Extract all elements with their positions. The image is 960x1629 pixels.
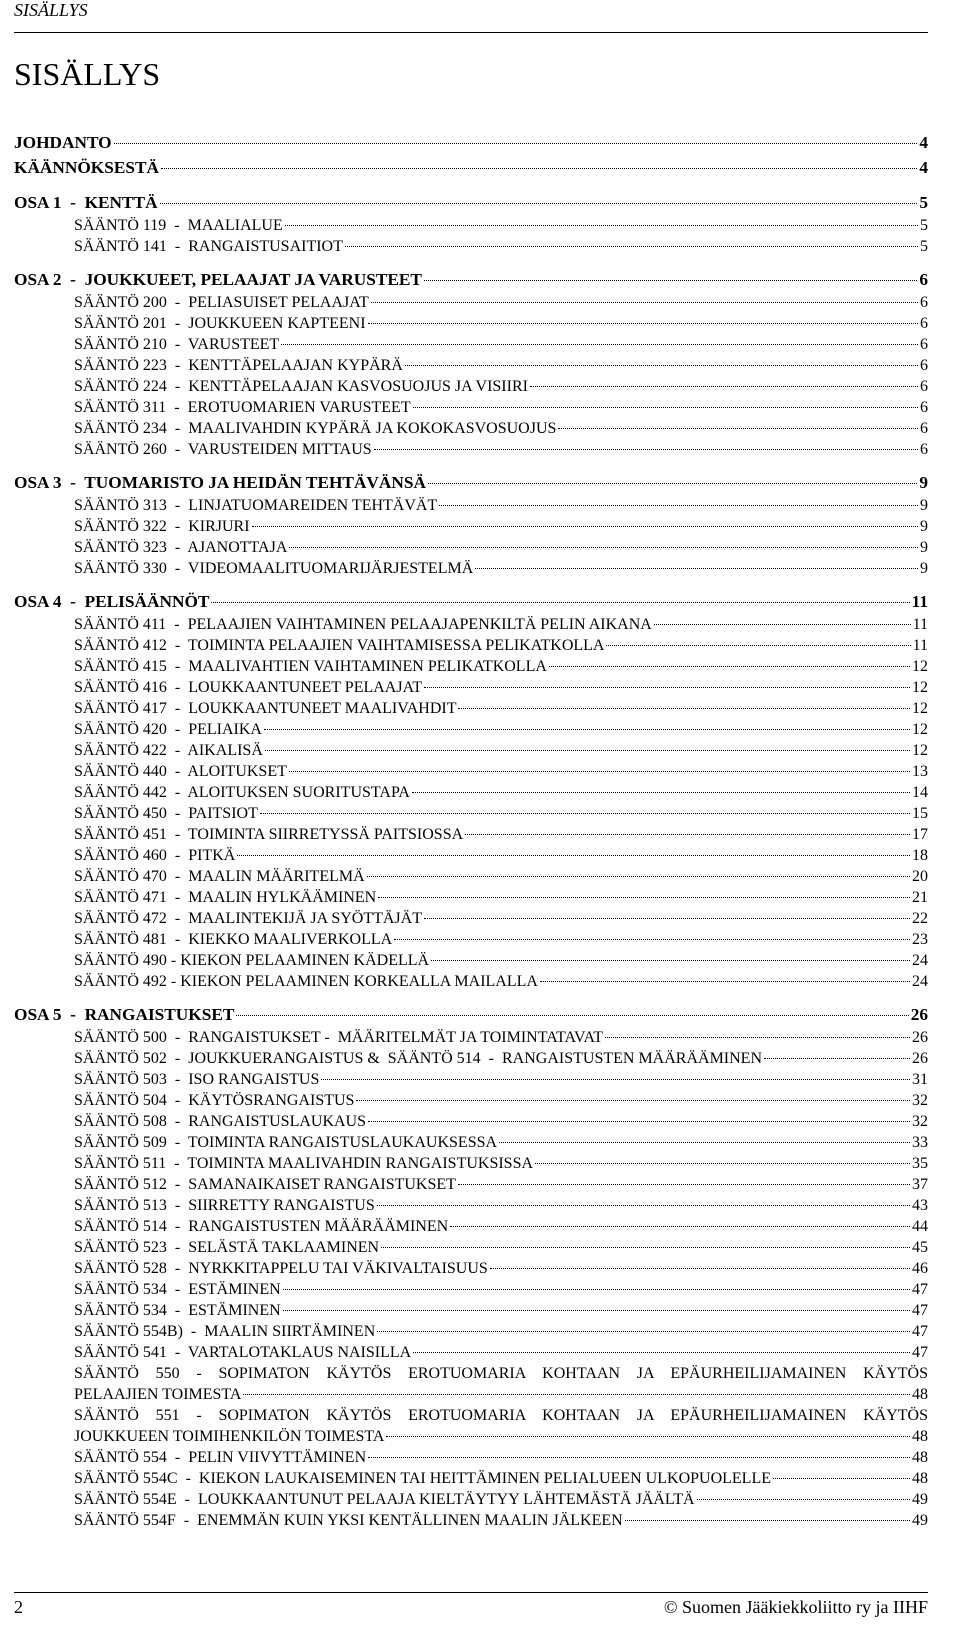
toc-entry-title: OSA 1 - KENTTÄ: [14, 193, 158, 212]
dot-leader: [281, 344, 918, 345]
toc-entry[interactable]: [14, 887, 928, 908]
toc-entry-title: SÄÄNTÖ 323 - AJANOTTAJA: [74, 539, 288, 556]
dot-leader: [773, 1478, 910, 1479]
toc-entry[interactable]: [14, 656, 928, 677]
dot-leader: [283, 1310, 910, 1311]
toc-entry-title-continued: JOUKKUEEN TOIMIHENKILÖN TOIMESTA: [74, 1428, 385, 1445]
toc-entry[interactable]: [14, 1300, 928, 1321]
dot-leader: [243, 1394, 910, 1395]
toc-page-number: 33: [912, 1134, 928, 1151]
toc-entry[interactable]: [14, 950, 928, 971]
dot-leader: [236, 1015, 908, 1016]
dot-leader: [356, 1100, 910, 1101]
toc-entry[interactable]: [14, 1447, 928, 1468]
dot-leader: [530, 386, 918, 387]
dot-leader: [424, 687, 910, 688]
toc-entry[interactable]: [14, 761, 928, 782]
toc-entry[interactable]: [14, 1027, 928, 1048]
toc-section-entry[interactable]: [14, 190, 928, 215]
toc-entry-title: SÄÄNTÖ 500 - RANGAISTUKSET - MÄÄRITELMÄT JA TOIMINTATAVAT: [74, 1029, 604, 1046]
toc-entry[interactable]: [14, 929, 928, 950]
toc-entry-title: OSA 4 - PELISÄÄNNÖT: [14, 592, 210, 611]
toc-page-number: 6: [920, 399, 928, 416]
toc-page-number: 47: [912, 1281, 928, 1298]
toc-entry-title: SÄÄNTÖ 322 - KIRJURI: [74, 518, 250, 535]
toc-entry-title: SÄÄNTÖ 541 - VARTALOTAKLAUS NAISILLA: [74, 1344, 412, 1361]
toc-page-number: 12: [912, 742, 928, 759]
toc-entry[interactable]: [14, 1111, 928, 1132]
toc-page-number: 26: [910, 1005, 928, 1024]
dot-leader: [475, 568, 918, 569]
toc-entry-title: SÄÄNTÖ 472 - MAALINTEKIJÄ JA SYÖTTÄJÄT: [74, 910, 422, 927]
dot-leader: [285, 225, 918, 226]
toc-entry-title: JOHDANTO: [14, 133, 112, 152]
toc-entry[interactable]: [14, 803, 928, 824]
toc-entry-title: SÄÄNTÖ 511 - TOIMINTA MAALIVAHDIN RANGAISTUKSISSA: [74, 1155, 534, 1172]
toc-entry[interactable]: [14, 1069, 928, 1090]
dot-leader: [394, 939, 910, 940]
toc-entry-title: SÄÄNTÖ 460 - PITKÄ: [74, 847, 236, 864]
toc-entry[interactable]: [14, 1279, 928, 1300]
dot-leader: [289, 771, 910, 772]
page-footer: [14, 1592, 928, 1629]
dot-leader: [490, 1268, 910, 1269]
toc-entry[interactable]: [14, 1510, 928, 1531]
toc-page-number: 18: [912, 847, 928, 864]
dot-leader: [367, 876, 910, 877]
toc-page-number: 6: [920, 420, 928, 437]
toc-entry-title: SÄÄNTÖ 442 - ALOITUKSEN SUORITUSTAPA: [74, 784, 410, 801]
toc-page-number: 20: [912, 868, 928, 885]
toc-entry-title: SÄÄNTÖ 554B) - MAALIN SIIRTÄMINEN: [74, 1323, 376, 1340]
dot-leader: [535, 1163, 910, 1164]
toc-entry-title: SÄÄNTÖ 451 - TOIMINTA SIIRRETYSSÄ PAITSIOSSA: [74, 826, 464, 843]
toc-page-number: 48: [912, 1386, 928, 1403]
toc-page-number: 45: [912, 1239, 928, 1256]
toc-entry-title: SÄÄNTÖ 481 - KIEKKO MAALIVERKOLLA: [74, 931, 393, 948]
toc-entry-title: SÄÄNTÖ 534 - ESTÄMINEN: [74, 1281, 281, 1298]
toc-page-number: 31: [912, 1071, 928, 1088]
dot-leader: [264, 729, 910, 730]
dot-leader: [654, 624, 911, 625]
toc-page-number: 4: [919, 158, 928, 177]
dot-leader: [368, 1121, 910, 1122]
dot-leader: [260, 813, 910, 814]
toc-entry-title: SÄÄNTÖ 313 - LINJATUOMAREIDEN TEHTÄVÄT: [74, 497, 438, 514]
toc-entry[interactable]: [14, 698, 928, 719]
toc-entry[interactable]: [14, 215, 928, 236]
toc-section-entry[interactable]: [14, 589, 928, 614]
toc-page-number: 44: [912, 1218, 928, 1235]
toc-entry-title: SÄÄNTÖ 523 - SELÄSTÄ TAKLAAMINEN: [74, 1239, 380, 1256]
toc-entry[interactable]: [14, 1048, 928, 1069]
dot-leader: [540, 981, 910, 982]
toc-page-number: 9: [919, 473, 928, 492]
copyright-notice: © Suomen Jääkiekkoliitto ry ja IIHF: [663, 1597, 928, 1617]
toc-entry-title: SÄÄNTÖ 551 - SOPIMATON KÄYTÖS EROTUOMARIA KOHTAAN JA EPÄURHEILIJAMAINEN KÄYTÖS: [74, 1407, 928, 1424]
toc-entry[interactable]: [14, 376, 928, 397]
toc-page-number: 11: [912, 637, 928, 654]
dot-leader: [371, 302, 918, 303]
toc-entry[interactable]: [14, 313, 928, 334]
toc-entry-title: SÄÄNTÖ 260 - VARUSTEIDEN MITTAUS: [74, 441, 372, 458]
toc-section-entry[interactable]: [14, 267, 928, 292]
toc-entry[interactable]: [14, 1342, 928, 1363]
toc-entry[interactable]: [14, 908, 928, 929]
dot-leader: [386, 1436, 910, 1437]
toc-entry-title: SÄÄNTÖ 440 - ALOITUKSET: [74, 763, 287, 780]
toc-page-number: 11: [911, 592, 928, 611]
toc-page-number: 5: [920, 217, 928, 234]
toc-page-number: 22: [912, 910, 928, 927]
running-header: [14, 0, 928, 33]
toc-entry-title: SÄÄNTÖ 450 - PAITSIOT: [74, 805, 258, 822]
dot-leader: [160, 203, 918, 204]
toc-page-number: 26: [912, 1029, 928, 1046]
toc-entry-title: SÄÄNTÖ 509 - TOIMINTA RANGAISTUSLAUKAUKSESSA: [74, 1134, 498, 1151]
dot-leader: [161, 168, 917, 169]
toc-entry-title: SÄÄNTÖ 554F - ENEMMÄN KUIN YKSI KENTÄLLINEN MAALIN JÄLKEEN: [74, 1512, 623, 1529]
toc-page-number: 24: [912, 973, 928, 990]
toc-entry[interactable]: [14, 1153, 928, 1174]
dot-leader: [368, 323, 918, 324]
toc-entry[interactable]: [14, 334, 928, 355]
toc-entry-title: SÄÄNTÖ 554 - PELIN VIIVYTTÄMINEN: [74, 1449, 367, 1466]
toc-page-number: 9: [920, 497, 928, 514]
dot-leader: [321, 1079, 910, 1080]
toc-entry-title: SÄÄNTÖ 514 - RANGAISTUSTEN MÄÄRÄÄMINEN: [74, 1218, 449, 1235]
toc-entry-title: SÄÄNTÖ 234 - MAALIVAHDIN KYPÄRÄ JA KOKOKASVOSUOJUS: [74, 420, 557, 437]
toc-entry[interactable]: [14, 1489, 928, 1510]
toc-entry-title: SÄÄNTÖ 311 - EROTUOMARIEN VARUSTEET: [74, 399, 411, 416]
toc-entry-title: SÄÄNTÖ 417 - LOUKKAANTUNEET MAALIVAHDIT: [74, 700, 457, 717]
toc-page-number: 6: [920, 357, 928, 374]
toc-section-entry[interactable]: [14, 155, 928, 180]
toc-entry-title: SÄÄNTÖ 528 - NYRKKITAPPELU TAI VÄKIVALTAISUUS: [74, 1260, 488, 1277]
toc-entry-title: SÄÄNTÖ 416 - LOUKKAANTUNEET PELAAJAT: [74, 679, 423, 696]
dot-leader: [424, 280, 917, 281]
toc-page-number: 48: [912, 1470, 928, 1487]
dot-leader: [549, 666, 910, 667]
toc-page-number: 9: [920, 518, 928, 535]
toc-entry[interactable]: [14, 355, 928, 376]
dot-leader: [345, 246, 918, 247]
toc-entry[interactable]: [14, 292, 928, 313]
toc-entry-title: SÄÄNTÖ 554C - KIEKON LAUKAISEMINEN TAI HEITTÄMINEN PELIALUEEN ULKOPUOLELLE: [74, 1470, 771, 1487]
toc-page-number: 26: [912, 1050, 928, 1067]
toc-entry-title: SÄÄNTÖ 210 - VARUSTEET: [74, 336, 280, 353]
dot-leader: [605, 1037, 910, 1038]
toc-entry-title: SÄÄNTÖ 119 - MAALIALUE: [74, 217, 283, 234]
toc-page-number: 14: [912, 784, 928, 801]
dot-leader: [405, 365, 918, 366]
dot-leader: [289, 547, 918, 548]
toc-entry-title: SÄÄNTÖ 554E - LOUKKAANTUNUT PELAAJA KIELTÄYTYY LÄHTEMÄSTÄ JÄÄLTÄ: [74, 1491, 695, 1508]
toc-entry-title: SÄÄNTÖ 420 - PELIAIKA: [74, 721, 262, 738]
toc-entry-title: SÄÄNTÖ 201 - JOUKKUEEN KAPTEENI: [74, 315, 366, 332]
table-of-contents: [14, 130, 928, 1531]
dot-leader: [424, 918, 910, 919]
dot-leader: [413, 1352, 910, 1353]
toc-page-number: 47: [912, 1302, 928, 1319]
dot-leader: [431, 960, 910, 961]
toc-entry[interactable]: [14, 1195, 928, 1216]
toc-section-entry[interactable]: [14, 1002, 928, 1027]
dot-leader: [374, 449, 918, 450]
dot-leader: [252, 526, 918, 527]
toc-page-number: 9: [920, 560, 928, 577]
toc-entry[interactable]: [14, 1132, 928, 1153]
toc-page-number: 12: [912, 679, 928, 696]
toc-entry-title-continued: PELAAJIEN TOIMESTA: [74, 1386, 242, 1403]
toc-entry-title: KÄÄNNÖKSESTÄ: [14, 158, 160, 177]
toc-page-number: 4: [919, 133, 928, 152]
dot-leader: [265, 750, 910, 751]
toc-entry-title: SÄÄNTÖ 224 - KENTTÄPELAAJAN KASVOSUOJUS JA VISIIRI: [74, 378, 528, 395]
toc-entry-title: OSA 3 - TUOMARISTO JA HEIDÄN TEHTÄVÄNSÄ: [14, 473, 426, 492]
toc-entry[interactable]: [14, 614, 928, 635]
toc-entry-title: SÄÄNTÖ 415 - MAALIVAHTIEN VAIHTAMINEN PELIKATKOLLA: [74, 658, 547, 675]
toc-entry[interactable]: [14, 418, 928, 439]
dot-leader: [378, 897, 910, 898]
toc-entry[interactable]: [14, 1468, 928, 1489]
toc-entry-title: SÄÄNTÖ 512 - SAMANAIKAISET RANGAISTUKSET: [74, 1176, 456, 1193]
dot-leader: [465, 834, 910, 835]
dot-leader: [625, 1520, 910, 1521]
toc-entry[interactable]: [14, 537, 928, 558]
dot-leader: [377, 1331, 910, 1332]
toc-entry-title: SÄÄNTÖ 141 - RANGAISTUSAITIOT: [74, 238, 343, 255]
toc-page-number: 5: [920, 238, 928, 255]
toc-page-number: 12: [912, 721, 928, 738]
dot-leader: [697, 1499, 910, 1500]
dot-leader: [458, 708, 910, 709]
toc-entry[interactable]: [14, 845, 928, 866]
toc-entry-title: SÄÄNTÖ 470 - MAALIN MÄÄRITELMÄ: [74, 868, 365, 885]
dot-leader: [237, 855, 910, 856]
toc-entry[interactable]: [14, 516, 928, 537]
toc-page-number: 9: [920, 539, 928, 556]
toc-entry[interactable]: [14, 1321, 928, 1342]
dot-leader: [283, 1289, 910, 1290]
toc-page-number: 15: [912, 805, 928, 822]
toc-page-number: 23: [912, 931, 928, 948]
toc-page-number: 11: [912, 616, 928, 633]
toc-entry[interactable]: [14, 740, 928, 761]
toc-page-number: 6: [919, 270, 928, 289]
toc-entry[interactable]: [14, 971, 928, 992]
toc-page-number: 48: [912, 1449, 928, 1466]
dot-leader: [381, 1247, 910, 1248]
dot-leader: [413, 407, 918, 408]
toc-entry-title: SÄÄNTÖ 492 - KIEKON PELAAMINEN KORKEALLA MAILALLA: [74, 973, 538, 990]
toc-entry[interactable]: [14, 1174, 928, 1195]
toc-page-number: 32: [912, 1092, 928, 1109]
toc-entry[interactable]: [14, 1090, 928, 1111]
toc-entry[interactable]: [14, 782, 928, 803]
toc-page-number: 21: [912, 889, 928, 906]
toc-page-number: 12: [912, 700, 928, 717]
toc-page-number: 6: [920, 441, 928, 458]
toc-entry[interactable]: [14, 1363, 928, 1405]
toc-entry[interactable]: [14, 1405, 928, 1447]
toc-page-number: 5: [919, 193, 928, 212]
dot-leader: [377, 1205, 910, 1206]
toc-entry[interactable]: [14, 1237, 928, 1258]
dot-leader: [450, 1226, 910, 1227]
toc-entry-title: SÄÄNTÖ 223 - KENTTÄPELAAJAN KYPÄRÄ: [74, 357, 403, 374]
dot-leader: [458, 1184, 910, 1185]
dot-leader: [764, 1058, 910, 1059]
toc-page-number: 17: [912, 826, 928, 843]
toc-entry[interactable]: [14, 677, 928, 698]
toc-entry-title: OSA 2 - JOUKKUEET, PELAAJAT JA VARUSTEET: [14, 270, 422, 289]
toc-page-number: 37: [912, 1176, 928, 1193]
toc-entry-continuation: [74, 1384, 928, 1405]
toc-entry[interactable]: [14, 558, 928, 579]
toc-page-number: 46: [912, 1260, 928, 1277]
toc-entry-title: SÄÄNTÖ 471 - MAALIN HYLKÄÄMINEN: [74, 889, 377, 906]
toc-entry-title: SÄÄNTÖ 200 - PELIASUISET PELAAJAT: [74, 294, 369, 311]
toc-page-number: 6: [920, 336, 928, 353]
toc-entry-title: SÄÄNTÖ 422 - AIKALISÄ: [74, 742, 263, 759]
dot-leader: [428, 483, 917, 484]
toc-entry[interactable]: [14, 1258, 928, 1279]
toc-page-number: 12: [912, 658, 928, 675]
toc-page-number: 49: [912, 1491, 928, 1508]
dot-leader: [558, 428, 918, 429]
toc-entry-title: OSA 5 - RANGAISTUKSET: [14, 1005, 235, 1024]
toc-page-number: 6: [920, 378, 928, 395]
running-title: SISÄLLYS: [14, 0, 88, 20]
toc-entry-title: SÄÄNTÖ 411 - PELAAJIEN VAIHTAMINEN PELAAJAPENKILTÄ PELIN AIKANA: [74, 616, 652, 633]
toc-page-number: 43: [912, 1197, 928, 1214]
toc-page-number: 6: [920, 294, 928, 311]
dot-leader: [211, 602, 909, 603]
dot-leader: [412, 792, 910, 793]
page-title: SISÄLLYS: [14, 56, 161, 92]
toc-entry-title: SÄÄNTÖ 534 - ESTÄMINEN: [74, 1302, 281, 1319]
toc-entry[interactable]: [14, 236, 928, 257]
toc-section-entry[interactable]: [14, 130, 928, 155]
page-number: 2: [14, 1597, 23, 1617]
toc-entry-title: SÄÄNTÖ 502 - JOUKKUERANGAISTUS & SÄÄNTÖ 514 - RANGAISTUSTEN MÄÄRÄÄMINEN: [74, 1050, 762, 1067]
toc-entry-title: SÄÄNTÖ 504 - KÄYTÖSRANGAISTUS: [74, 1092, 355, 1109]
toc-entry-continuation: [74, 1426, 928, 1447]
toc-section-entry[interactable]: [14, 470, 928, 495]
dot-leader: [114, 143, 918, 144]
toc-entry[interactable]: [14, 824, 928, 845]
toc-entry-title: SÄÄNTÖ 330 - VIDEOMAALITUOMARIJÄRJESTELMÄ: [74, 560, 474, 577]
toc-entry[interactable]: [14, 719, 928, 740]
toc-entry-title: SÄÄNTÖ 503 - ISO RANGAISTUS: [74, 1071, 320, 1088]
toc-page-number: 32: [912, 1113, 928, 1130]
toc-entry[interactable]: [14, 866, 928, 887]
dot-leader: [606, 645, 910, 646]
toc-entry-title: SÄÄNTÖ 513 - SIIRRETTY RANGAISTUS: [74, 1197, 375, 1214]
toc-entry[interactable]: [14, 439, 928, 460]
toc-entry-title: SÄÄNTÖ 550 - SOPIMATON KÄYTÖS EROTUOMARIA KOHTAAN JA EPÄURHEILIJAMAINEN KÄYTÖS: [74, 1365, 928, 1382]
toc-entry[interactable]: [14, 495, 928, 516]
toc-page-number: 24: [912, 952, 928, 969]
toc-entry-title: SÄÄNTÖ 508 - RANGAISTUSLAUKAUS: [74, 1113, 367, 1130]
toc-entry-title: SÄÄNTÖ 412 - TOIMINTA PELAAJIEN VAIHTAMISESSA PELIKATKOLLA: [74, 637, 605, 654]
toc-page-number: 47: [912, 1344, 928, 1361]
toc-entry[interactable]: [14, 1216, 928, 1237]
dot-leader: [499, 1142, 910, 1143]
toc-page-number: 48: [912, 1428, 928, 1445]
toc-page-number: 49: [912, 1512, 928, 1529]
toc-page-number: 13: [912, 763, 928, 780]
toc-page-number: 35: [912, 1155, 928, 1172]
toc-entry-title: SÄÄNTÖ 490 - KIEKON PELAAMINEN KÄDELLÄ: [74, 952, 430, 969]
toc-page-number: 47: [912, 1323, 928, 1340]
dot-leader: [368, 1457, 910, 1458]
dot-leader: [439, 505, 918, 506]
toc-entry[interactable]: [14, 635, 928, 656]
toc-entry[interactable]: [14, 397, 928, 418]
toc-page-number: 6: [920, 315, 928, 332]
